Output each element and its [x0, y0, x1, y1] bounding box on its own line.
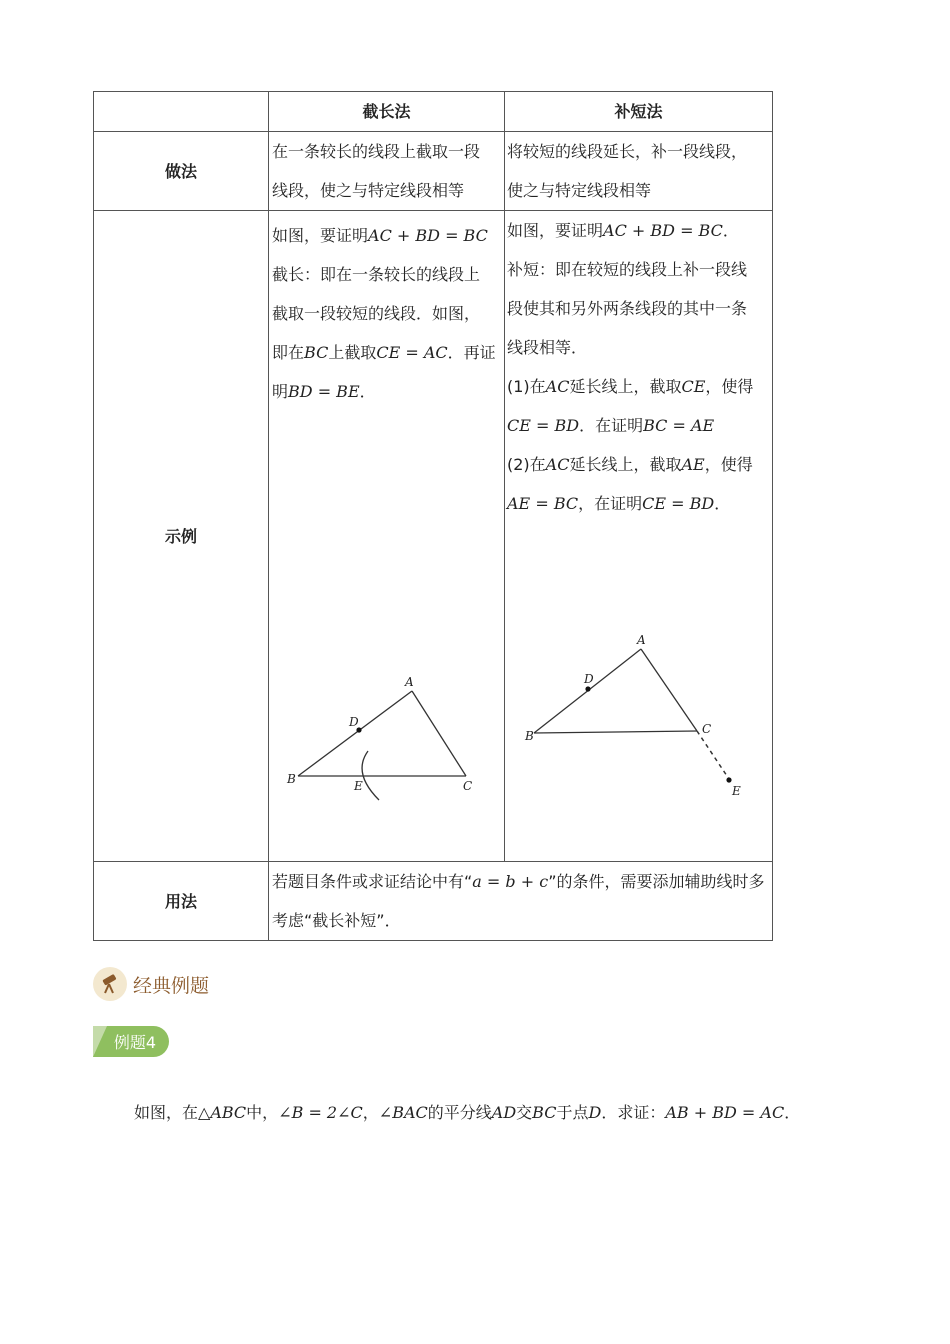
method-left	[269, 132, 505, 211]
header-row	[94, 92, 773, 132]
extension-ce	[697, 731, 729, 779]
telescope-icon	[93, 967, 127, 1001]
example-left-line3: 截取一段较短的线段．如图，	[272, 304, 481, 323]
method-label: 做法	[94, 132, 269, 211]
header-jiechang: 截长法	[269, 92, 505, 132]
example-left	[269, 211, 505, 862]
label-e: E	[732, 784, 741, 798]
method-right-line: 将较短的线段延长，补一段线段，	[507, 142, 748, 161]
example-right-line8: AE = BC，在证明CE = BD．	[507, 494, 731, 513]
example-left-line4: 即在BC上截取CE = AC．再证	[272, 343, 496, 362]
label-e: E	[354, 779, 363, 793]
edge-ac	[412, 691, 466, 776]
example-right-line6: CE = BD．在证明BC = AE	[507, 416, 715, 435]
method-right	[505, 132, 773, 211]
example-tag: 例题4	[93, 1026, 169, 1057]
usage-label: 用法	[94, 862, 269, 941]
header-empty	[94, 92, 269, 132]
example-row	[94, 211, 773, 862]
comparison-table	[93, 91, 773, 941]
example-right-line2: 补短：即在较短的线段上补一段线	[507, 260, 748, 279]
edge-bc	[534, 731, 697, 733]
label-b: B	[525, 729, 534, 743]
usage-content	[269, 862, 773, 941]
edge-ba	[298, 691, 412, 776]
label-d: D	[349, 715, 359, 729]
triangle-diagram-right	[505, 633, 765, 808]
method-row	[94, 132, 773, 211]
method-right-line: 使之与特定线段相等	[507, 181, 652, 200]
example-left-line2: 截长：即在一条较长的线段上	[272, 265, 481, 284]
label-c: C	[463, 779, 473, 793]
point-e	[726, 777, 731, 782]
usage-line2: 考虑“截长补短”．	[272, 911, 401, 930]
edge-ac	[641, 649, 697, 731]
example-label: 示例	[94, 211, 269, 862]
example-left-line5: 明BD = BE．	[272, 382, 376, 401]
header-buduan: 补短法	[505, 92, 773, 132]
method-left-line: 线段，使之与特定线段相等	[272, 181, 465, 200]
label-c: C	[702, 722, 712, 736]
usage-row	[94, 862, 773, 941]
label-a: A	[637, 633, 646, 647]
example-left-line1: 如图，要证明AC + BD = BC	[272, 226, 488, 245]
triangle-figure-buduan	[505, 633, 772, 822]
example-right	[505, 211, 773, 862]
label-a: A	[405, 675, 414, 689]
label-d: D	[584, 672, 594, 686]
label-b: B	[287, 772, 296, 786]
triangle-figure-jiechang	[269, 673, 504, 827]
example-right-line7: (2)在AC延长线上，截取AE，使得	[507, 455, 753, 474]
example-right-line1: 如图，要证明AC + BD = BC．	[507, 221, 739, 240]
example-right-line4: 线段相等．	[507, 338, 588, 357]
section-title: 经典例题	[133, 974, 210, 997]
method-left-line: 在一条较长的线段上截取一段	[272, 142, 481, 161]
problem-statement: 如图，在△ABC中，∠B = 2∠C，∠BAC的平分线AD交BC于点D．求证：AB + BD = AC．	[134, 1103, 801, 1122]
usage-line1: 若题目条件或求证结论中有“a = b + c”的条件，需要添加辅助线时多	[272, 872, 765, 891]
example-right-line5: (1)在AC延长线上，截取CE，使得	[507, 377, 754, 396]
section-header	[93, 966, 209, 1002]
triangle-diagram-left	[269, 673, 499, 813]
example-right-line3: 段使其和另外两条线段的其中一条	[507, 299, 748, 318]
point-d	[585, 686, 590, 691]
